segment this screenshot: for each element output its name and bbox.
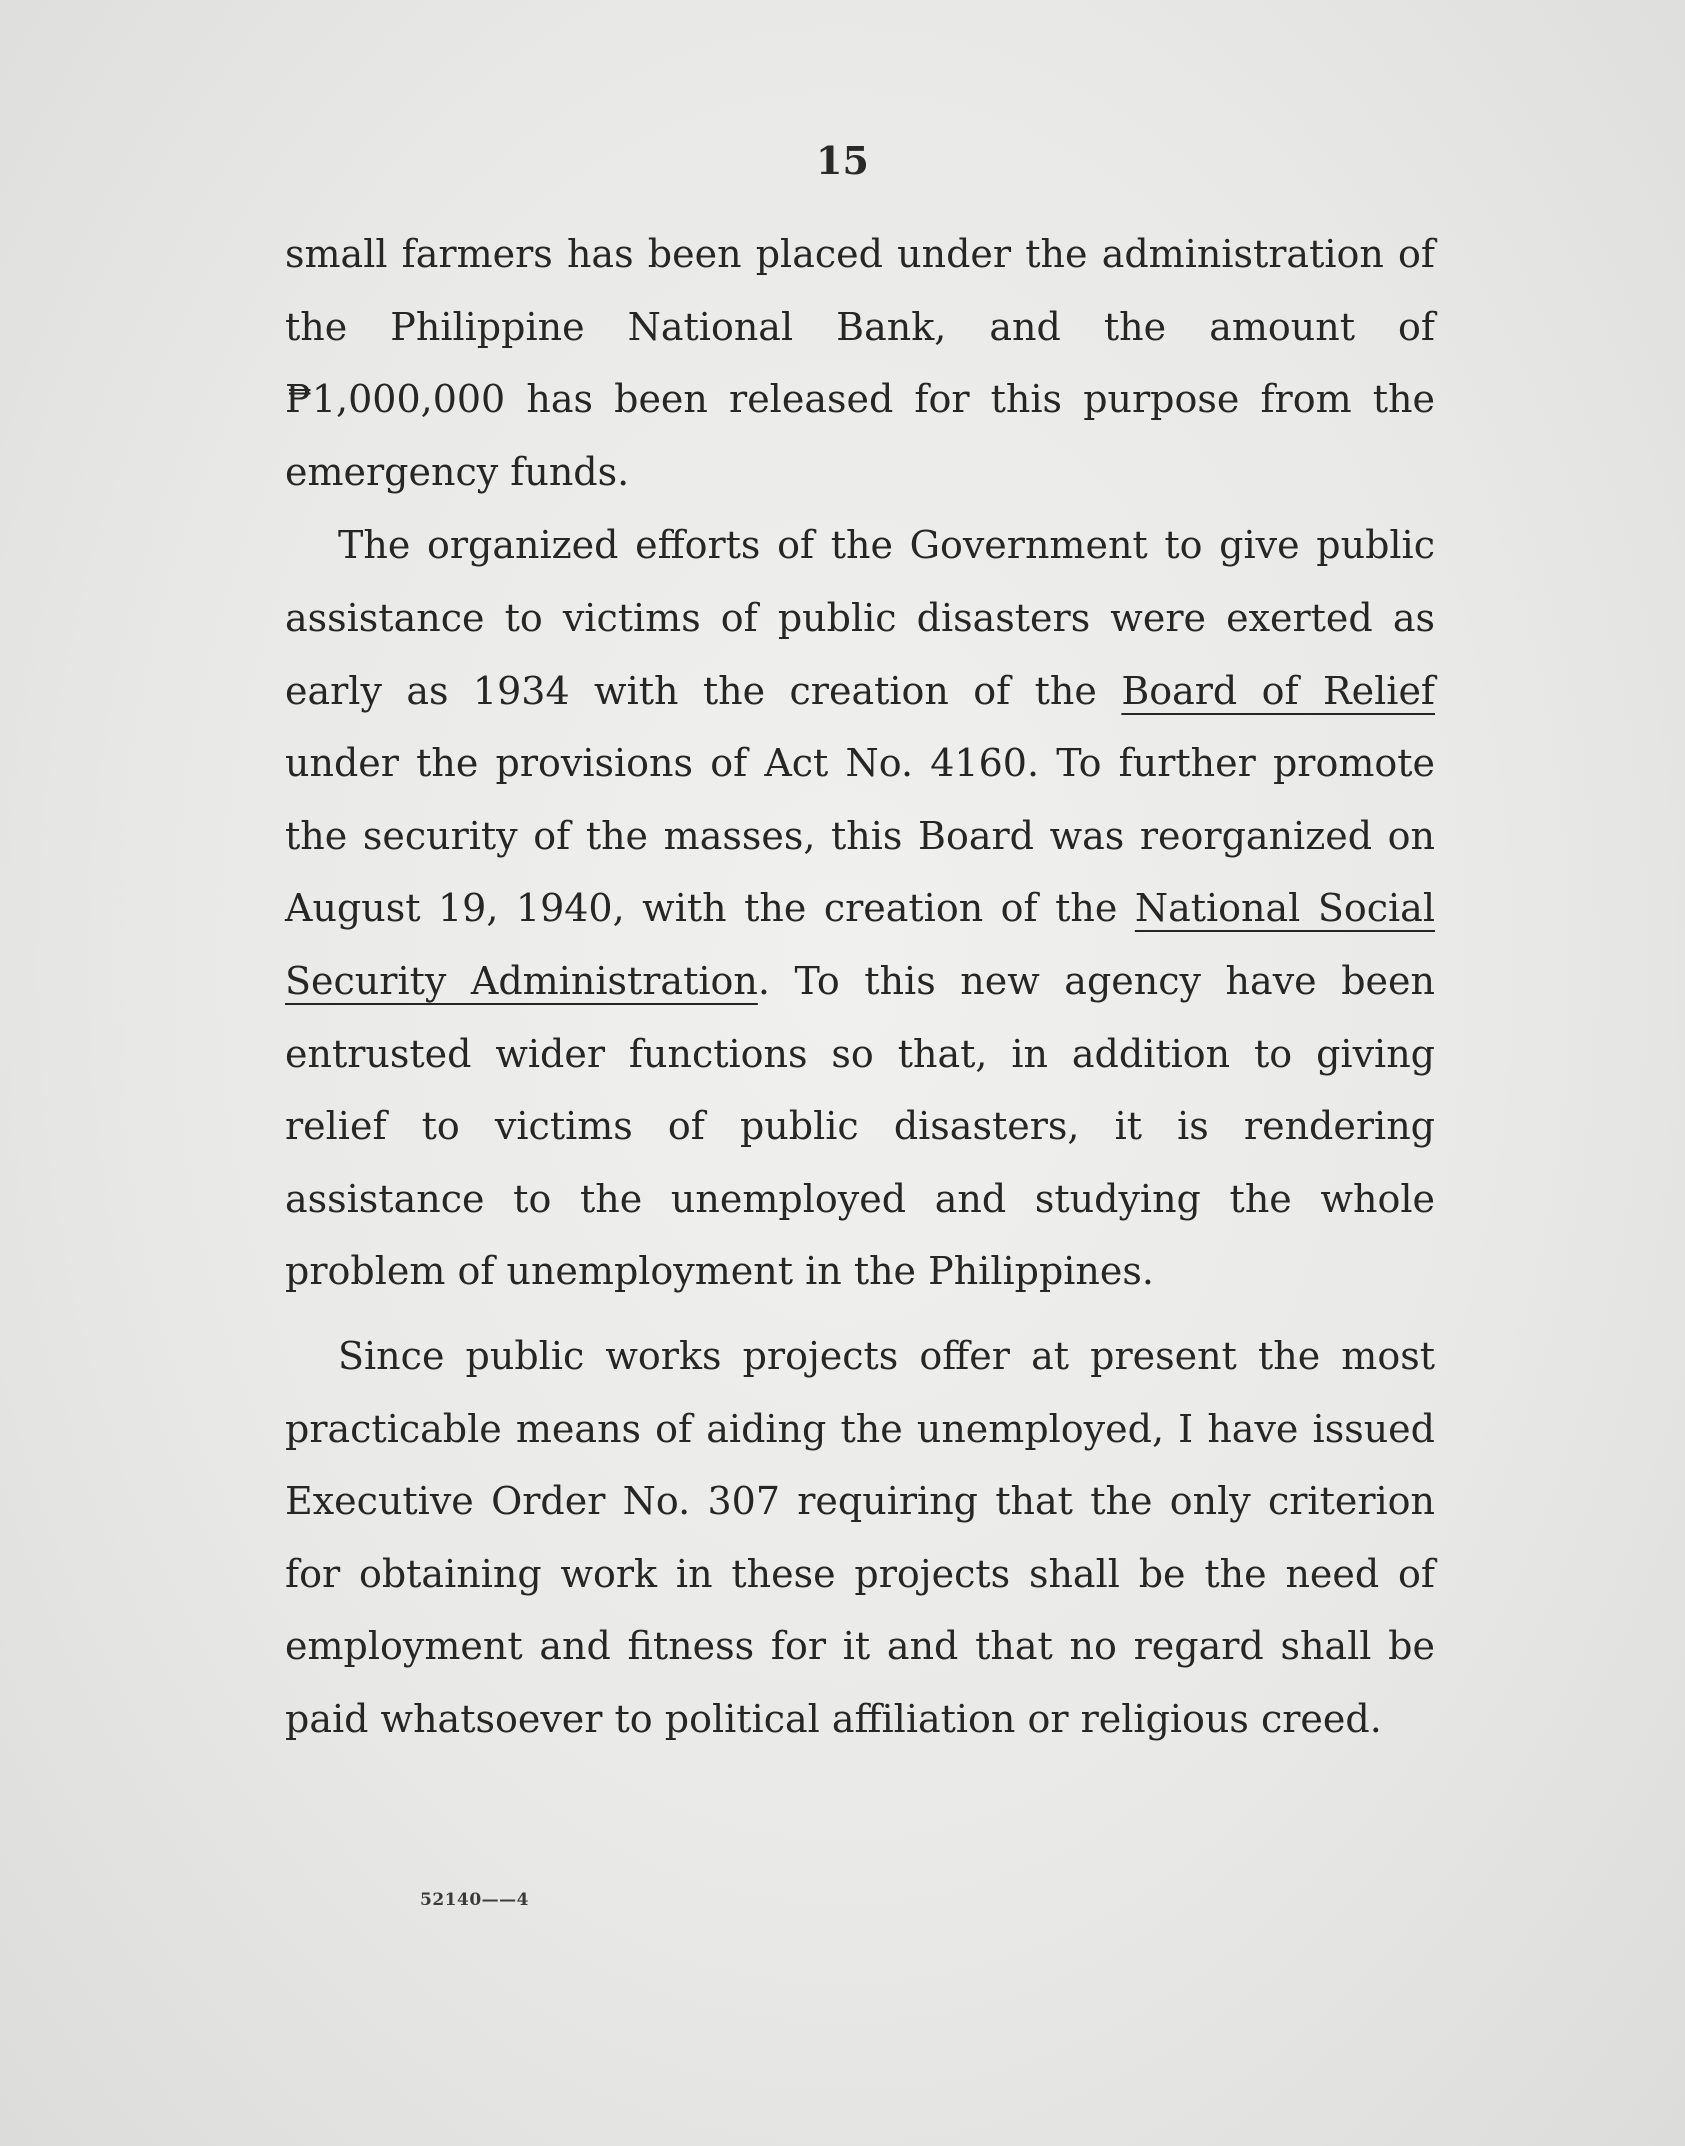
paragraph-relief-board (285, 509, 1435, 1308)
page-number: 15 (816, 138, 869, 183)
paragraph-text: The organized efforts of the Government to give public assistance to victims of public disasters were exerted as early as 1934 with the creation of the (285, 523, 1435, 713)
underlined-board-of-relief: Board of Relief (1121, 668, 1435, 713)
paragraph-public-works: Since public works projects offer at present the most practicable means of aiding the unemployed, I have issued Executive Order No. 307 requiring that the only criterion for obtaining work in these projects shall be the need of employment and fitness for it and that no regard shall be paid whatsoever to political affiliation or religious creed. (285, 1333, 1435, 1741)
paragraph-text: under the provisions of Act No. 4160. To further promote the security of the masses, this Board was reorganized on August 19, 1940, with the creation of the (285, 741, 1435, 931)
paragraph-text: . To this new agency have been entrusted wider functions so that, in addition to giving relief to victims of public disasters, it is rendering assistance to the unemployed and studying the whole problem of unemployment in the Philippines. (285, 958, 1435, 1294)
plate-mark: 52140——4 (420, 1890, 529, 1910)
underlined-nssa: National Social Security Administration (285, 886, 1435, 1003)
paragraph-continuation: small farmers has been placed under the administration of the Philippine National Bank, and the amount of ₱1,000,000 has been released for this purpose from the emergency funds. (285, 232, 1435, 494)
body-text (285, 218, 1435, 1755)
